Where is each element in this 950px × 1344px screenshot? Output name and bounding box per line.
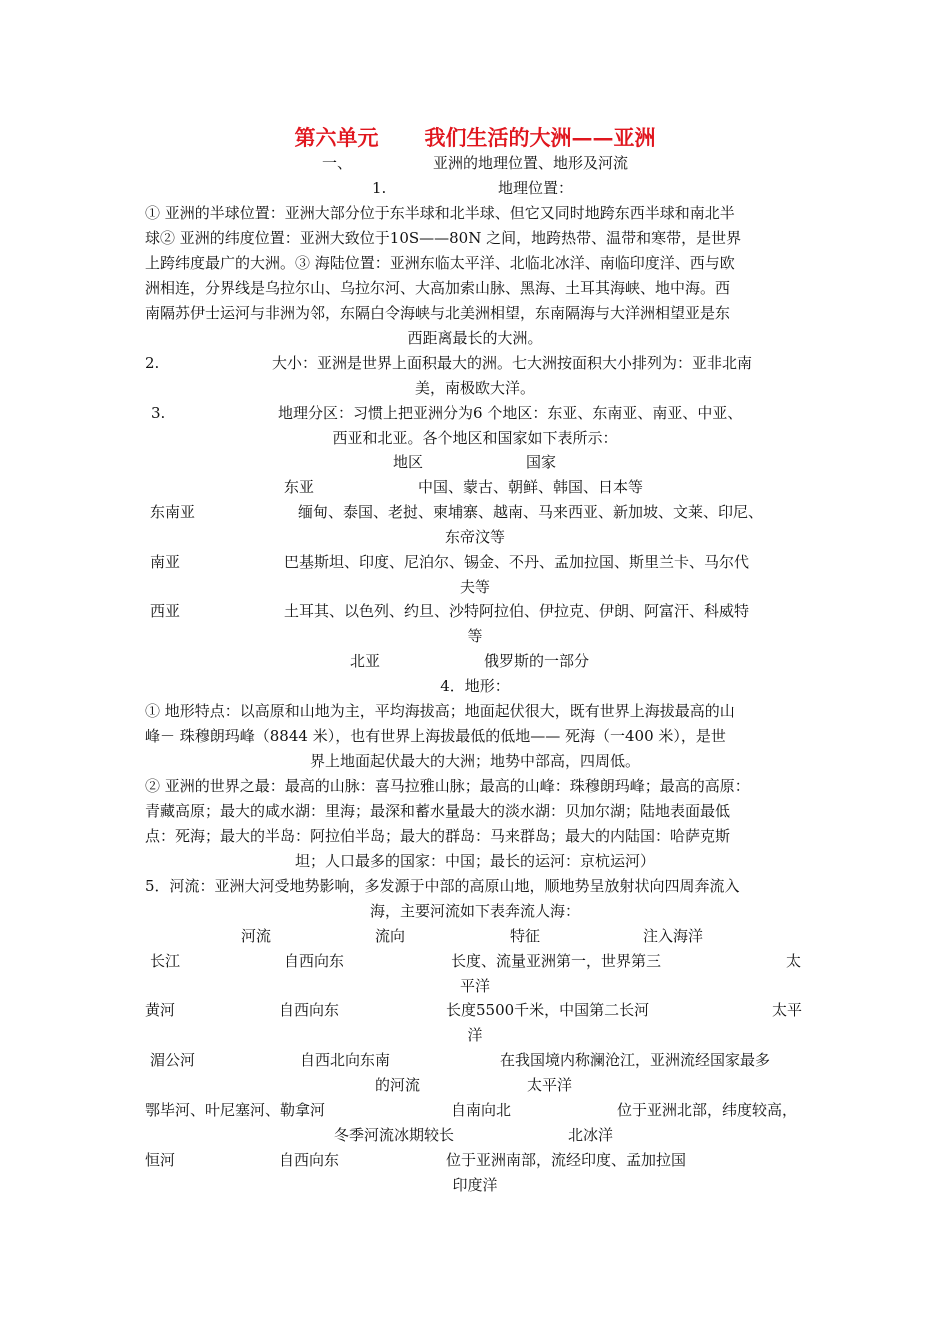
table-cell-feature: 在我国境内称澜沧江，亚洲流经国家最多	[500, 1051, 771, 1069]
table-header: 地区	[393, 453, 424, 471]
item1-line: 西距离最长的大洲。	[407, 329, 543, 347]
item1-number: 1.	[372, 179, 387, 197]
table-cell-ocean: 太平	[772, 1001, 803, 1019]
item1-line: ① 亚洲的半球位置：亚洲大部分位于东半球和北半球、但它又同时地跨东西半球和南北半	[145, 204, 735, 222]
table-cell-ocean: 平洋	[459, 977, 490, 995]
table-cell-flow: 自西向东	[279, 1001, 340, 1019]
item4-line: ① 地形特点：以高原和山地为主，平均海拔高；地面起伏很大，既有世界上海拔最高的山	[145, 702, 735, 720]
item3-line: 西亚和北亚。各个地区和国家如下表所示：	[332, 429, 618, 447]
item1-heading: 地理位置：	[498, 179, 574, 197]
item2-number: 2.	[145, 354, 160, 372]
table-cell-ocean: 太平洋	[527, 1076, 573, 1094]
table-cell-countries: 巴基斯坦、印度、尼泊尔、锡金、不丹、孟加拉国、斯里兰卡、马尔代	[284, 553, 750, 571]
table-cell-countries: 夫等	[459, 578, 490, 596]
item1-line: 南隔苏伊士运河与非洲为邻，东隔白令海峡与北美洲相望，东南隔海与大洋洲相望亚是东	[145, 304, 731, 322]
table-cell-flow: 自西向东	[279, 1151, 340, 1169]
item4-line: 峰－ 珠穆朗玛峰（8844 米），也有世界上海拔最低的低地—— 死海（一400 米），是世	[145, 727, 726, 745]
table-cell-ocean: 洋	[467, 1026, 483, 1044]
item4-heading: 4．地形：	[440, 677, 510, 695]
item4-line: 界上地面起伏最大的大洲；地势中部高，四周低。	[309, 752, 640, 770]
item3-number: 3.	[151, 404, 166, 422]
table-header: 河流	[241, 927, 272, 945]
item4-line: 点：死海；最大的半岛：阿拉伯半岛；最大的群岛：马来群岛；最大的内陆国：哈萨克斯	[145, 827, 731, 845]
table-cell-countries: 俄罗斯的一部分	[484, 652, 590, 670]
table-cell-region: 东亚	[284, 478, 315, 496]
table-cell-feature: 冬季河流冰期较长	[334, 1126, 455, 1144]
page-title	[0, 124, 950, 152]
table-header: 注入海洋	[643, 927, 704, 945]
item2-line: 大小：亚洲是世界上面积最大的洲。七大洲按面积大小排列为：亚非北南	[272, 354, 753, 372]
table-cell-river: 长江	[150, 952, 181, 970]
table-cell-feature: 的河流	[375, 1076, 421, 1094]
item5-line: 海，主要河流如下表奔流人海：	[369, 902, 580, 920]
table-cell-ocean: 太	[786, 952, 802, 970]
table-cell-feature: 位于亚洲北部，纬度较高，	[617, 1101, 798, 1119]
table-cell-region: 南亚	[150, 553, 181, 571]
table-cell-river: 黄河	[145, 1001, 176, 1019]
table-cell-countries: 土耳其、以色列、约旦、沙特阿拉伯、伊拉克、伊朗、阿富汗、科威特	[284, 602, 750, 620]
table-cell-region: 北亚	[350, 652, 381, 670]
table-cell-countries: 中国、蒙古、朝鲜、韩国、日本等	[418, 478, 644, 496]
table-cell-countries: 缅甸、泰国、老挝、柬埔寨、越南、马来西亚、新加坡、文莱、印尼、	[298, 503, 764, 521]
table-cell-feature: 长度5500千米，中国第二长河	[446, 1001, 650, 1019]
title-name: 我们生活的大洲——亚洲	[424, 125, 656, 150]
table-cell-region: 西亚	[150, 602, 181, 620]
table-cell-countries: 东帝汶等	[444, 528, 505, 546]
section-heading: 亚洲的地理位置、地形及河流	[433, 154, 629, 172]
item4-line: 青藏高原；最大的咸水湖：里海；最深和蓄水量最大的淡水湖：贝加尔湖；陆地表面最低	[145, 802, 731, 820]
table-cell-ocean: 印度洋	[452, 1176, 498, 1194]
table-cell-countries: 等	[467, 627, 483, 645]
table-cell-river: 鄂毕河、叶尼塞河、勒拿河	[145, 1101, 326, 1119]
table-cell-river: 湄公河	[150, 1051, 196, 1069]
item4-line: ② 亚洲的世界之最：最高的山脉：喜马拉雅山脉；最高的山峰：珠穆朗玛峰；最高的高原：	[145, 777, 750, 795]
item2-line: 美，南极欧大洋。	[414, 379, 535, 397]
table-cell-river: 恒河	[145, 1151, 176, 1169]
table-cell-flow: 自西北向东南	[300, 1051, 391, 1069]
table-header: 流向	[375, 927, 406, 945]
table-cell-flow: 自西向东	[284, 952, 345, 970]
table-cell-ocean: 北冰洋	[568, 1126, 614, 1144]
title-unit: 第六单元	[294, 125, 379, 150]
item3-line: 地理分区：习惯上把亚洲分为6 个地区：东亚、东南亚、南亚、中亚、	[278, 404, 743, 422]
table-cell-flow: 自南向北	[451, 1101, 512, 1119]
table-cell-feature: 长度、流量亚洲第一，世界第三	[451, 952, 662, 970]
table-header: 特征	[510, 927, 541, 945]
table-cell-region: 东南亚	[150, 503, 196, 521]
item1-line: 球② 亚洲的纬度位置：亚洲大致位于10S——80N 之间，地跨热带、温带和寒带，是世界	[145, 229, 742, 247]
item5-line: 5．河流：亚洲大河受地势影响，多发源于中部的高原山地，顺地势呈放射状向四周奔流入	[145, 877, 740, 895]
item1-line: 洲相连，分界线是乌拉尔山、乌拉尔河、大高加索山脉、黑海、土耳其海峡、地中海。西	[145, 279, 731, 297]
item1-line: 上跨纬度最广的大洲。③ 海陆位置：亚洲东临太平洋、北临北冰洋、南临印度洋、西与欧	[145, 254, 735, 272]
table-cell-feature: 位于亚洲南部，流经印度、孟加拉国	[446, 1151, 687, 1169]
section-number: 一、	[322, 154, 353, 172]
table-header: 国家	[526, 453, 557, 471]
item4-line: 坦；人口最多的国家：中国；最长的运河：京杭运河）	[294, 852, 655, 870]
